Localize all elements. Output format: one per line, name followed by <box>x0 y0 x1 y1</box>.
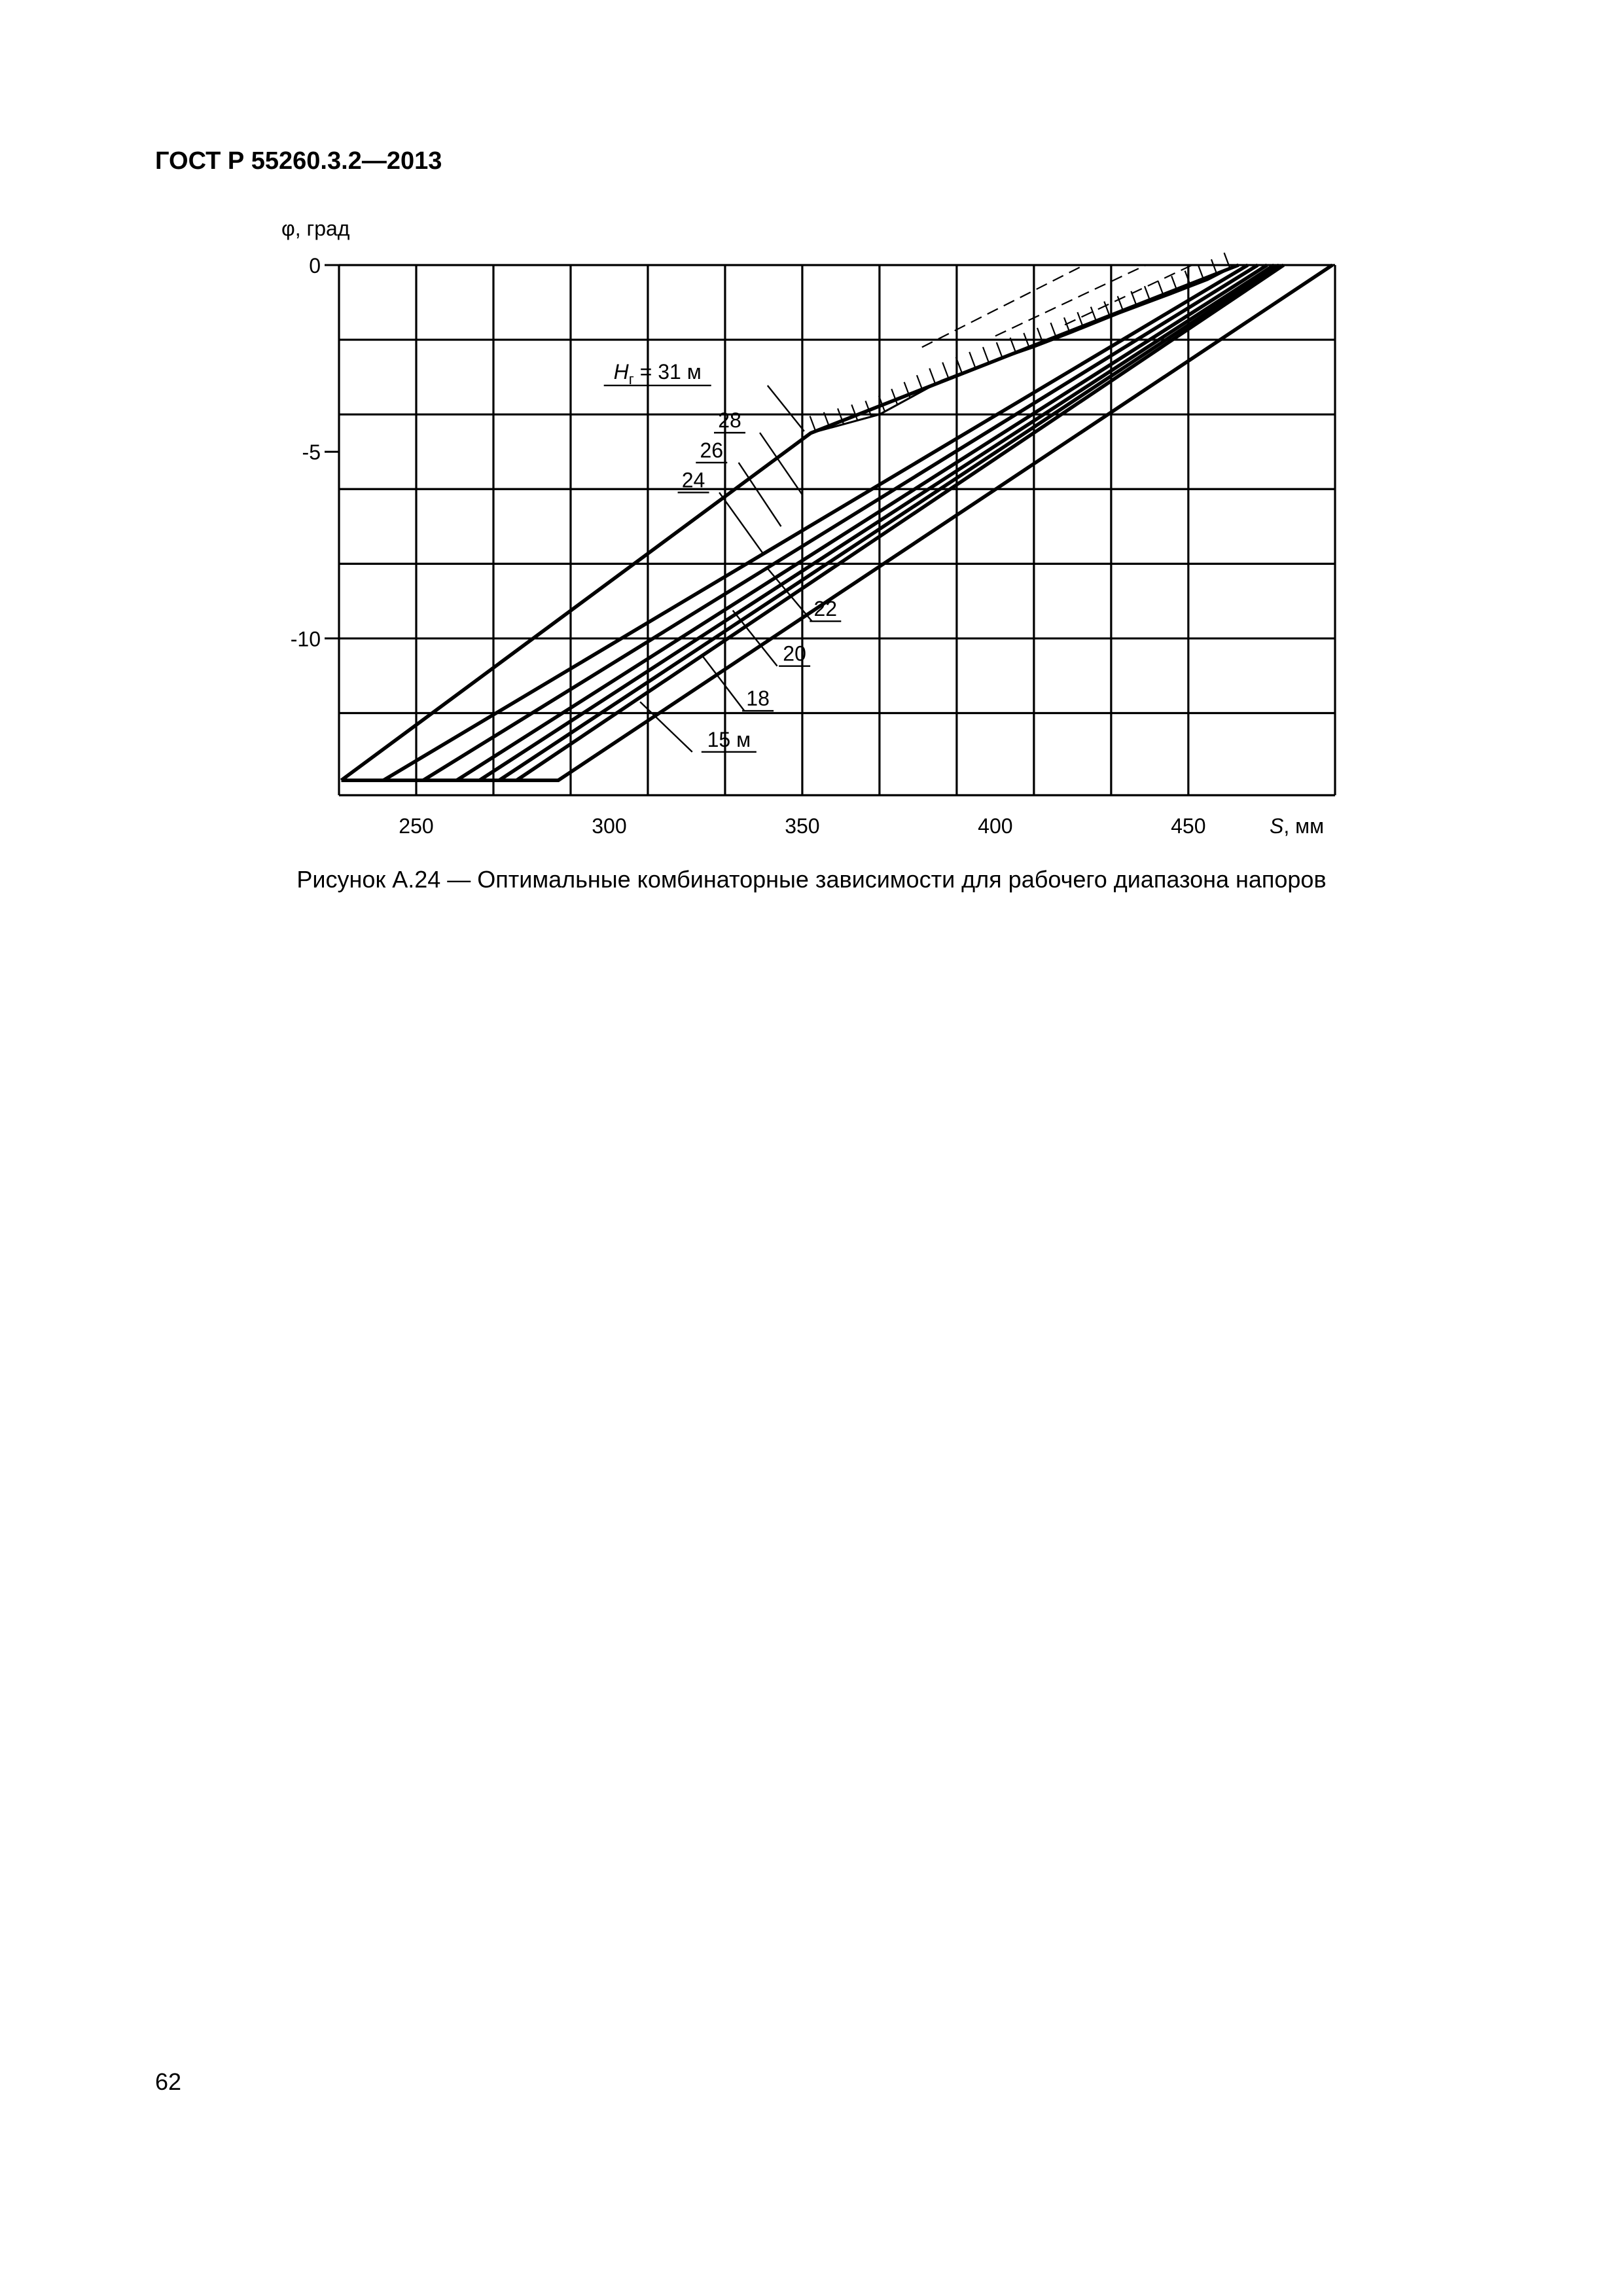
combinator-chart <box>0 0 1623 916</box>
x-axis-label-variable: S <box>1270 814 1284 838</box>
series-label: 20 <box>783 641 806 666</box>
y-tick-label: -5 <box>302 440 321 465</box>
x-tick-label: 350 <box>785 814 820 838</box>
x-axis-label-unit: , мм <box>1283 814 1325 838</box>
x-tick-label: 300 <box>592 814 627 838</box>
boundary-hatch <box>969 352 975 368</box>
series-label: 24 <box>681 468 705 492</box>
y-tick-label: 0 <box>309 254 321 278</box>
series-line-0 <box>342 265 1239 780</box>
figure-caption: Рисунок А.24 — Оптимальные комбинаторные зависимости для рабочего диапазона напоров <box>296 866 1327 893</box>
series-label: 15 м <box>707 727 751 751</box>
main-label-subscript: г <box>628 370 634 387</box>
boundary-hatch <box>810 416 816 432</box>
x-tick-label: 400 <box>978 814 1013 838</box>
leader-line <box>702 655 745 711</box>
series-label-main <box>614 360 702 387</box>
boundary-hatch <box>997 342 1003 358</box>
y-axis-label: φ, град <box>281 217 350 240</box>
main-label-value: = 31 м <box>633 359 702 384</box>
document-header: ГОСТ Р 55260.3.2—2013 <box>155 147 442 175</box>
boundary-hatch <box>983 347 989 363</box>
series-label: 28 <box>718 408 741 433</box>
y-tick-label: -10 <box>290 627 321 651</box>
x-tick-label: 450 <box>1171 814 1206 838</box>
boundary-hatch <box>942 363 948 378</box>
page-number: 62 <box>155 2068 182 2095</box>
x-tick-label: 250 <box>399 814 434 838</box>
series-line-3 <box>342 265 1268 780</box>
leader-line <box>768 386 804 431</box>
dashed-line <box>995 265 1146 336</box>
series-line-5 <box>342 265 1279 780</box>
series-line-7 <box>342 265 1332 780</box>
series-label: 26 <box>700 438 724 462</box>
x-axis-label <box>1270 814 1324 838</box>
series-label: 22 <box>813 597 838 621</box>
leader-line <box>767 567 812 621</box>
series-label: 18 <box>746 687 770 711</box>
boundary-hatch <box>929 368 935 384</box>
main-label-variable: H <box>613 359 629 384</box>
